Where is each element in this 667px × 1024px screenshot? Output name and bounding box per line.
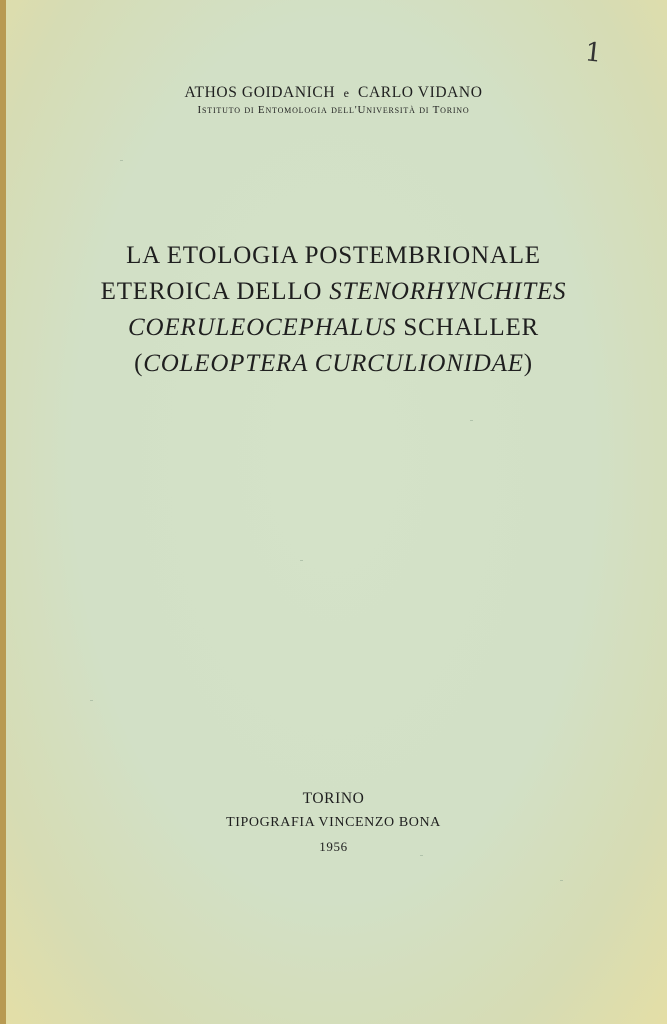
- paper-edge: [0, 0, 6, 1024]
- title-line-2: [0, 274, 667, 310]
- handwritten-mark: 1: [583, 37, 604, 69]
- title-paren-open: (: [134, 350, 144, 377]
- author-conjunction: e: [343, 86, 350, 100]
- title-genus: STENORHYNCHITES: [329, 278, 567, 305]
- title-line-4: [0, 346, 667, 382]
- title-line-2-roman: ETEROICA DELLO: [100, 278, 330, 305]
- title-line-1: LA ETOLOGIA POSTEMBRIONALE: [126, 242, 541, 269]
- title-taxonomy: COLEOPTERA CURCULIONIDAE: [143, 350, 524, 377]
- title-paren-close: ): [523, 350, 533, 377]
- author-first: ATHOS GOIDANICH: [184, 84, 336, 101]
- paper-fleck: [90, 700, 93, 701]
- title-species: COERULEOCEPHALUS: [128, 314, 397, 341]
- authors-line: [0, 84, 667, 102]
- publication-title: [0, 238, 667, 382]
- imprint-city: TORINO: [302, 790, 365, 807]
- imprint-year: 1956: [319, 839, 348, 854]
- author-second: CARLO VIDANO: [358, 84, 483, 101]
- paper-fleck: [470, 420, 473, 421]
- title-line-3: [0, 310, 667, 346]
- title-author-name: SCHALLER: [396, 314, 539, 341]
- paper-fleck: [120, 160, 123, 161]
- paper-fleck: [300, 560, 303, 561]
- paper-fleck: [560, 880, 563, 881]
- imprint-printer: TIPOGRAFIA VINCENZO BONA: [226, 815, 441, 830]
- institute-line: Istituto di Entomologia dell'Università di Torino: [197, 104, 470, 116]
- paper-fleck: [420, 855, 423, 856]
